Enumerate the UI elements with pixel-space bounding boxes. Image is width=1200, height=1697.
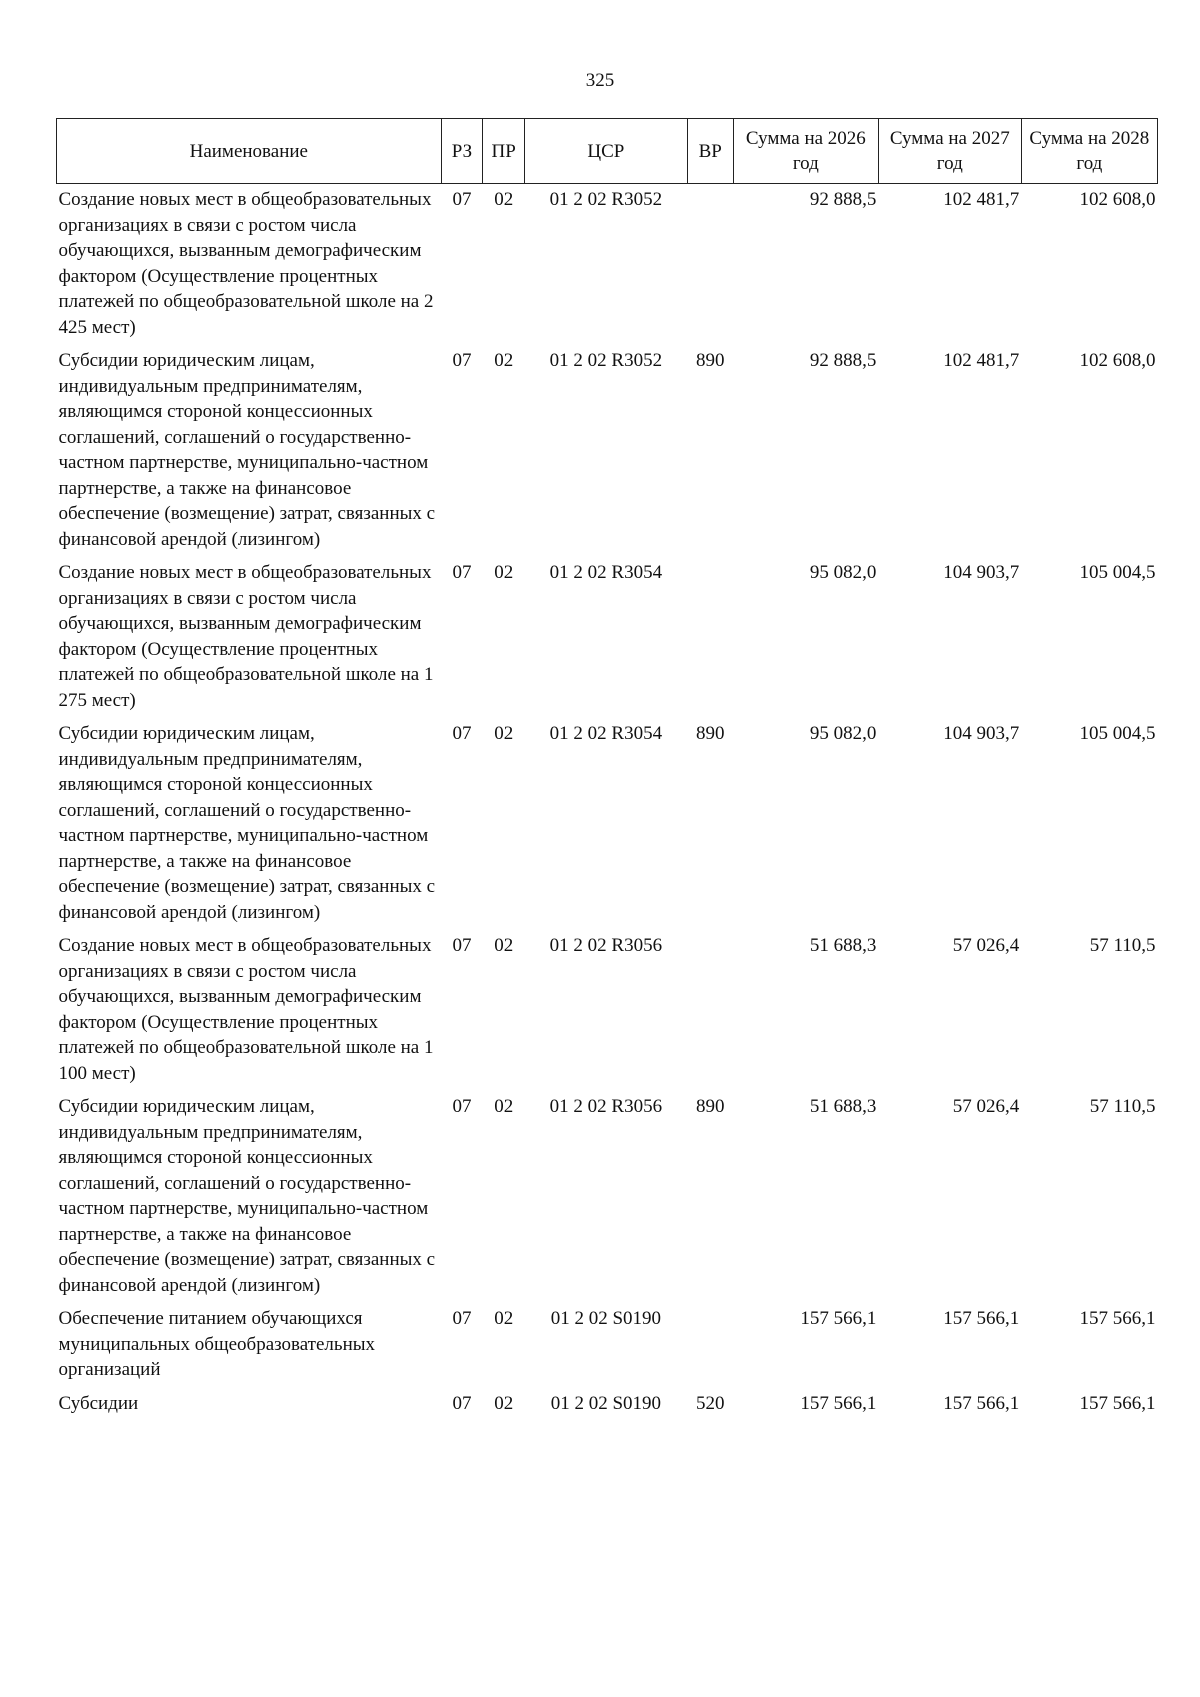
row-pr: 02 (494, 562, 514, 583)
table-row (57, 1303, 1158, 1388)
row-pr: 02 (494, 723, 514, 744)
row-rz: 07 (452, 189, 472, 210)
row-sum-2026: 95 082,0 (809, 562, 877, 583)
row-vr: 890 (696, 350, 725, 371)
table-row (57, 345, 1158, 557)
row-csr: 01 2 02 R3052 (549, 350, 663, 371)
budget-table (56, 118, 1158, 1421)
row-name: Создание новых мест в общеобразовательных организациях в связи с ростом числа обучающихся, вызванным демографическим фактором (Осуществление процентных платежей по общеобразовательной школе на 1 100 мест) (58, 935, 434, 1084)
table-row (57, 1388, 1158, 1422)
row-sum-2028: 105 004,5 (1079, 562, 1156, 583)
row-vr (687, 557, 733, 718)
table-row (57, 718, 1158, 930)
row-csr: 01 2 02 R3052 (549, 189, 663, 210)
row-vr: 890 (696, 723, 725, 744)
row-csr: 01 2 02 S0190 (550, 1392, 662, 1414)
row-name: Субсидии (58, 1392, 139, 1414)
row-rz: 07 (452, 350, 472, 371)
row-sum-2028: 105 004,5 (1079, 723, 1156, 744)
row-pr: 02 (494, 189, 514, 210)
row-name: Субсидии юридическим лицам, индивидуальным предпринимателям, являющимся стороной концессионных соглашений, соглашений о государственно-частном партнерстве, муниципально-частном партнерстве, а также на финансовое обеспечение (возмещение) затрат, связанных с финансовой арендой (лизингом) (58, 350, 436, 550)
row-csr: 01 2 02 R3056 (549, 1096, 663, 1117)
row-sum-2027: 104 903,7 (943, 723, 1020, 744)
row-csr: 01 2 02 R3056 (549, 935, 663, 956)
table-row (57, 184, 1158, 346)
row-sum-2026: 92 888,5 (809, 350, 877, 371)
row-name: Субсидии юридическим лицам, индивидуальным предпринимателям, являющимся стороной концессионных соглашений, соглашений о государственно-частном партнерстве, муниципально-частном партнерстве, а также на финансовое обеспечение (возмещение) затрат, связанных с финансовой арендой (лизингом) (58, 723, 436, 923)
row-csr: 01 2 02 R3054 (549, 562, 663, 583)
row-sum-2027: 57 026,4 (952, 935, 1020, 956)
header-vr: ВР (687, 119, 733, 184)
row-csr: 01 2 02 R3054 (549, 723, 663, 744)
row-rz: 07 (452, 1308, 472, 1329)
row-vr (687, 930, 733, 1091)
row-sum-2027: 157 566,1 (943, 1392, 1020, 1414)
row-rz: 07 (452, 1096, 472, 1117)
row-sum-2027: 57 026,4 (952, 1096, 1020, 1117)
row-sum-2028: 57 110,5 (1089, 1096, 1156, 1117)
row-rz: 07 (452, 1392, 472, 1414)
row-rz: 07 (452, 562, 472, 583)
page-number: 325 (585, 70, 615, 91)
row-pr: 02 (494, 1096, 514, 1117)
row-csr: 01 2 02 S0190 (550, 1308, 662, 1329)
row-sum-2026: 92 888,5 (809, 189, 877, 210)
row-sum-2026: 157 566,1 (800, 1392, 877, 1414)
row-name: Субсидии юридическим лицам, индивидуальным предпринимателям, являющимся стороной концессионных соглашений, соглашений о государственно-частном партнерстве, муниципально-частном партнерстве, а также на финансовое обеспечение (возмещение) затрат, связанных с финансовой арендой (лизингом) (58, 1096, 436, 1296)
table-row (57, 557, 1158, 718)
row-sum-2027: 157 566,1 (943, 1308, 1020, 1329)
header-rz: РЗ (441, 119, 483, 184)
row-pr: 02 (494, 350, 514, 371)
row-pr: 02 (494, 1308, 514, 1329)
row-vr: 520 (696, 1392, 725, 1414)
row-sum-2026: 95 082,0 (809, 723, 877, 744)
table-row (57, 1091, 1158, 1303)
row-vr: 890 (696, 1096, 725, 1117)
row-rz: 07 (452, 935, 472, 956)
table-header-row (57, 119, 1158, 184)
header-sum-2028: Сумма на 2028 год (1021, 119, 1157, 184)
row-sum-2027: 104 903,7 (943, 562, 1020, 583)
row-vr (687, 184, 733, 346)
row-sum-2028: 157 566,1 (1079, 1308, 1156, 1329)
row-sum-2027: 102 481,7 (943, 189, 1020, 210)
row-pr: 02 (494, 935, 514, 956)
row-name: Обеспечение питанием обучающихся муниципальных общеобразовательных организаций (58, 1308, 375, 1380)
row-name: Создание новых мест в общеобразовательных организациях в связи с ростом числа обучающихся, вызванным демографическим фактором (Осуществление процентных платежей по общеобразовательной школе на 2 425 мест) (58, 189, 434, 338)
row-vr (687, 1303, 733, 1388)
header-csr: ЦСР (525, 119, 688, 184)
row-name: Создание новых мест в общеобразовательных организациях в связи с ростом числа обучающихся, вызванным демографическим фактором (Осуществление процентных платежей по общеобразовательной школе на 1 275 мест) (58, 562, 434, 711)
row-pr: 02 (494, 1392, 514, 1414)
row-sum-2028: 102 608,0 (1079, 189, 1156, 210)
row-sum-2028: 157 566,1 (1079, 1392, 1156, 1414)
row-sum-2028: 57 110,5 (1089, 935, 1156, 956)
row-sum-2028: 102 608,0 (1079, 350, 1156, 371)
header-name: Наименование (57, 119, 442, 184)
header-sum-2027: Сумма на 2027 год (878, 119, 1021, 184)
header-sum-2026: Сумма на 2026 год (733, 119, 878, 184)
row-sum-2026: 51 688,3 (809, 1096, 877, 1117)
header-pr: ПР (483, 119, 525, 184)
row-sum-2026: 157 566,1 (800, 1308, 877, 1329)
table-row (57, 930, 1158, 1091)
row-sum-2027: 102 481,7 (943, 350, 1020, 371)
row-sum-2026: 51 688,3 (809, 935, 877, 956)
row-rz: 07 (452, 723, 472, 744)
